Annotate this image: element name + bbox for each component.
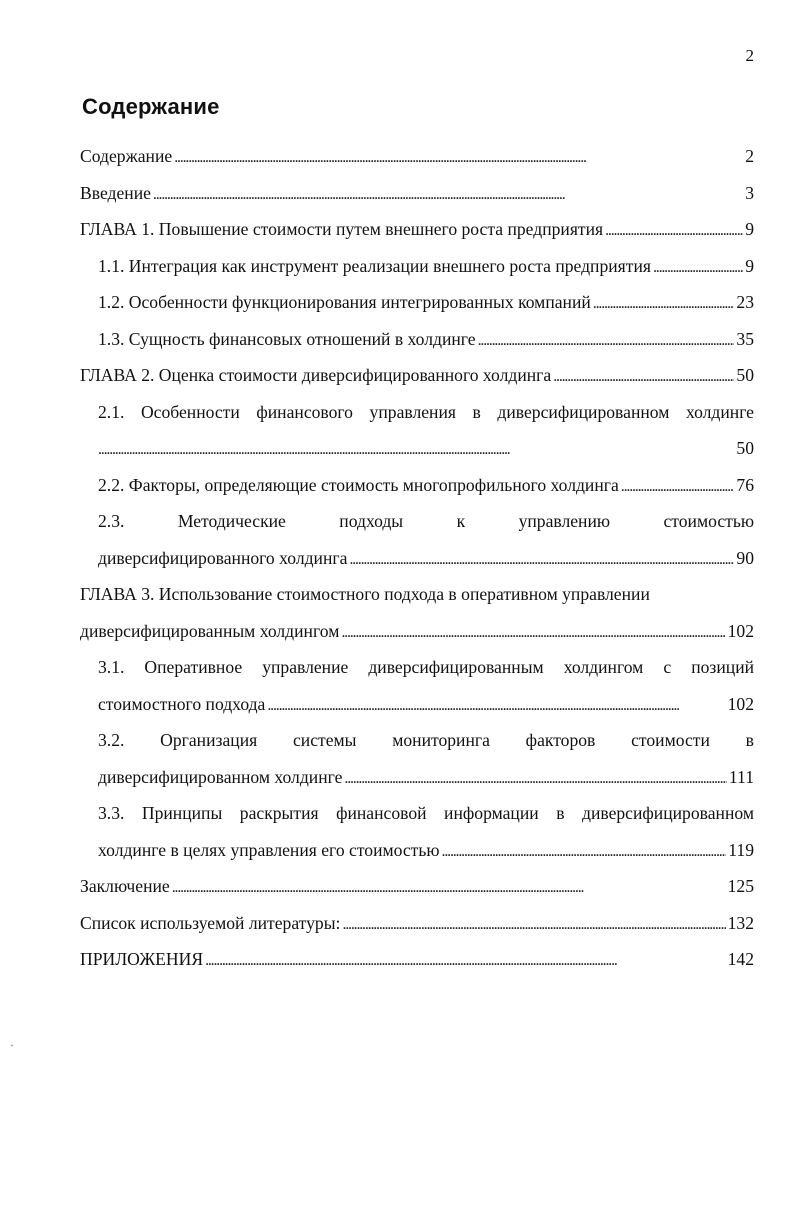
toc-entry-section-3-1[interactable] [80,649,754,722]
title-word: позиций [691,657,754,677]
title-word: Организация [160,730,258,750]
toc-entry-page: 3 [745,182,754,203]
toc-entry-page: 76 [736,474,754,495]
toc-entry-title-line: 2.1. Особенности финансового управления в диверсифицированном холдинге [98,401,754,422]
toc-entry-page: 9 [745,255,754,276]
toc-entry-page: 142 [727,949,754,969]
title-word: холдингом [563,657,644,677]
toc-entry-title-cont: стоимостного подхода [98,693,266,714]
toc-entry-page: 50 [736,438,754,458]
title-word: управление [262,657,349,677]
toc-heading: Содержание [82,94,220,119]
toc-entry-title: 1.3. Сущность финансовых отношений в холдинге [98,328,476,349]
toc-entry-title-cont: диверсифицированным холдингом [80,620,340,641]
toc-entry-title: ГЛАВА 2. Оценка стоимости диверсифицированного холдинга [80,365,552,385]
toc-entry-section-1-1[interactable] [80,248,754,285]
title-word: 3.2. [98,730,125,750]
toc-entry-section-1-2[interactable] [80,284,754,321]
toc-entry-title-line [98,722,754,759]
dot-leader [349,540,734,579]
dot-leader [593,284,735,323]
dot-leader [553,357,734,396]
dot-leader [478,321,735,360]
toc-entry-section-1-3[interactable] [80,321,754,358]
toc-entry-title-cont: диверсифицированного холдинга [98,547,348,568]
title-word: 3.3. [98,803,125,823]
toc-entry-title: ГЛАВА 1. Повышение стоимости путем внешнего роста предприятия [80,219,604,239]
toc-entry-title: 1.2. Особенности функционирования интегрированных компаний [98,292,591,312]
title-word: 2.3. [98,511,125,531]
title-word: информации [444,803,539,823]
toc-entry-title-cont: диверсифицированном холдинге [98,766,343,787]
toc-entry-chapter-3[interactable] [80,576,754,649]
title-word: с [663,657,672,677]
toc-entry-title-line [98,649,754,686]
toc-entry-title-cont: холдинге в целях управления его стоимостью [98,839,440,860]
toc-entry-section-3-2[interactable] [80,722,754,795]
toc-entry-page: 111 [728,766,754,787]
title-word: раскрытия [239,803,319,823]
toc-entry-page: 50 [736,365,754,385]
toc-entry-title: Введение [80,182,151,203]
toc-entry-title-line [98,795,754,832]
title-word: Принципы [141,803,223,823]
scan-artifact-mark: ˋ [10,1042,14,1056]
toc-entry-title: Содержание [80,146,173,166]
title-word: Оперативное [144,657,243,677]
dot-leader [342,905,725,944]
title-word: стоимости [631,730,710,750]
dot-leader [605,211,743,250]
toc-entry-title-line [98,503,754,540]
dot-leader [98,430,734,469]
toc-entry-page: 9 [745,219,754,239]
toc-entry-page: 102 [727,620,754,641]
dot-leader [341,613,725,652]
toc-entry-page: 2 [745,146,754,166]
dot-leader [174,138,743,177]
title-word: в [556,803,565,823]
title-word: 3.1. [98,657,125,677]
toc-entry-contents[interactable] [80,138,754,175]
title-word: диверсифицированным [368,657,544,677]
toc-entry-section-3-3[interactable] [80,795,754,868]
toc-entry-chapter-1[interactable] [80,211,754,248]
dot-leader [205,941,726,980]
title-word: в [745,730,754,750]
toc-entry-page: 119 [728,839,754,860]
toc-entry-section-2-2[interactable] [80,467,754,504]
toc-entry-page: 102 [727,693,754,714]
title-word: факторов [525,730,596,750]
toc-entry-title: 2.2. Факторы, определяющие стоимость многопрофильного холдинга [98,474,619,495]
dot-leader [621,467,735,506]
title-word: Методические [177,511,286,531]
title-word: диверсифицированном [582,803,754,823]
dot-leader [344,759,727,798]
dot-leader [653,248,743,287]
page-number: 2 [745,46,754,65]
toc-entry-page: 90 [736,547,754,568]
toc-entry-page: 35 [736,328,754,349]
toc-entry-title: ПРИЛОЖЕНИЯ [80,949,204,969]
dot-leader [442,832,727,871]
toc-entry-appendices[interactable] [80,941,754,978]
toc-entry-introduction[interactable] [80,175,754,212]
toc-entry-page: 125 [727,876,754,896]
title-word: стоимостью [663,511,754,531]
toc-entry-chapter-2[interactable] [80,357,754,394]
dot-leader [267,686,725,725]
toc-entry-title: 1.1. Интеграция как инструмент реализации внешнего роста предприятия [98,255,651,276]
toc-entry-references[interactable] [80,905,754,942]
toc-entry-section-2-1[interactable] [80,394,754,467]
table-of-contents [80,138,754,978]
title-word: мониторинга [392,730,490,750]
title-word: подходы [339,511,404,531]
toc-entry-page: 23 [736,292,754,312]
toc-entry-title: Список используемой литературы: [80,912,341,933]
toc-entry-page: 132 [727,912,754,933]
dot-leader [172,868,726,907]
toc-entry-title-line: ГЛАВА 3. Использование стоимостного подхода в оперативном управлении [80,584,650,604]
title-word: к [456,511,466,531]
toc-entry-title: Заключение [80,876,170,896]
title-word: системы [292,730,357,750]
toc-entry-section-2-3[interactable] [80,503,754,576]
title-word: финансовой [336,803,427,823]
toc-entry-conclusion[interactable] [80,868,754,905]
title-word: управлению [518,511,611,531]
dot-leader [153,175,743,214]
